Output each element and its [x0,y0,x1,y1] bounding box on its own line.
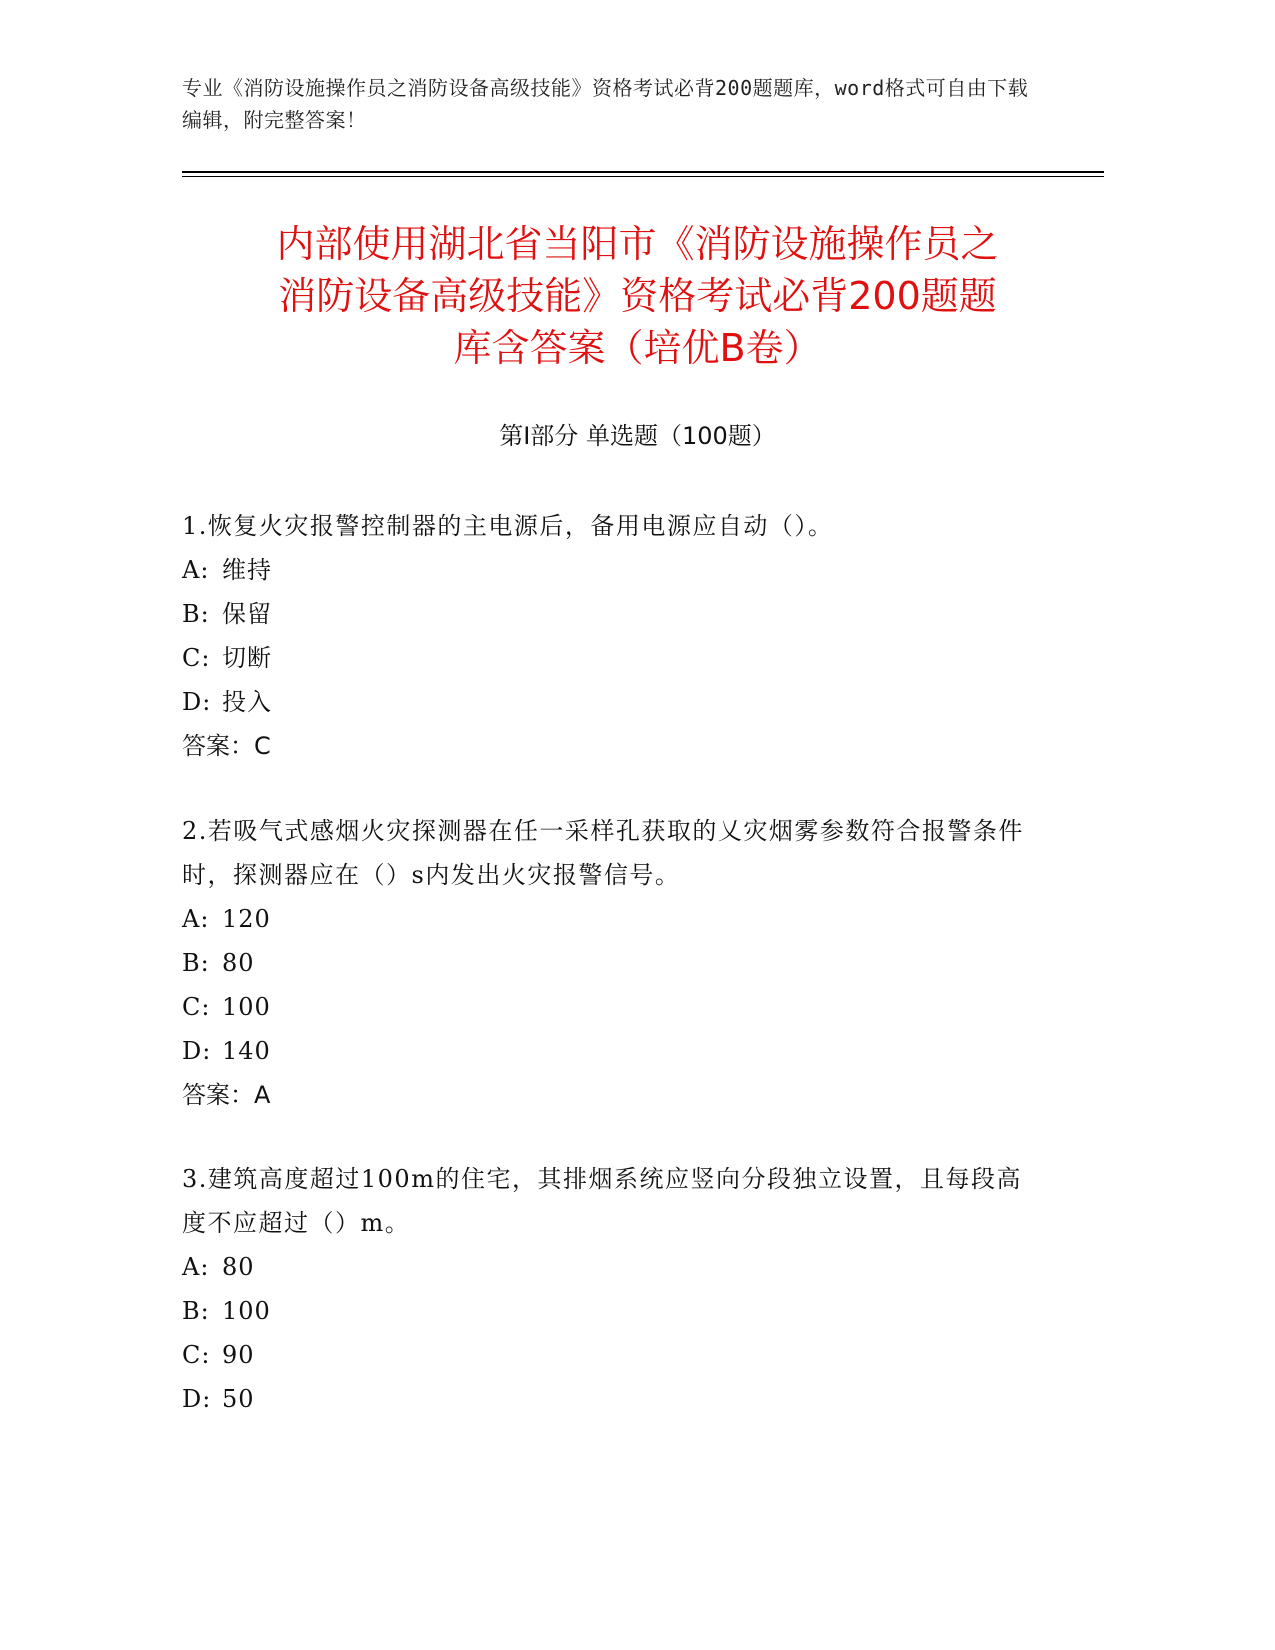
option-letter: D: [182,688,212,716]
question-stem: 3.建筑高度超过100m的住宅，其排烟系统应竖向分段独立设置，且每段高度不应超过（）m。 [182,1165,1022,1237]
option-letter: C: [182,1341,211,1369]
option-c [182,1333,1042,1377]
title-line: 库含答案（培优B卷） [453,326,822,370]
option-d [182,1377,1042,1421]
option-c [182,985,1042,1029]
option-letter: B: [182,600,210,628]
option-b [182,1289,1042,1333]
option-letter: C: [182,644,211,672]
title-line: 内部使用湖北省当阳市《消防设施操作员之 [276,222,999,266]
option-letter: A: [182,1253,210,1281]
option-text: 投入 [222,688,272,716]
section-title: 第Ⅰ部分 单选题（100题） [499,422,776,450]
question-1 [182,504,1042,768]
option-letter: D: [182,1037,212,1065]
option-text: 50 [222,1385,255,1413]
option-b [182,941,1042,985]
option-text: 80 [222,1253,255,1281]
header-note: 专业《消防设施操作员之消防设备高级技能》资格考试必背200题题库，word格式可自由下载编辑，附完整答案！ [182,76,1029,132]
answer-line: 答案：C [182,732,271,760]
option-text: 80 [222,949,255,977]
option-c [182,636,1042,680]
title-line: 消防设备高级技能》资格考试必背200题题 [278,274,997,318]
question-2 [182,809,1042,1117]
answer-line: 答案：A [182,1081,271,1109]
option-text: 切断 [222,644,272,672]
option-a [182,897,1042,941]
option-d [182,680,1042,724]
document-title [170,218,1105,374]
option-letter: A: [182,556,210,584]
header-rule-thick [182,171,1104,173]
question-3 [182,1157,1042,1421]
option-text: 100 [222,993,271,1021]
header-rule-thin [182,176,1104,177]
option-d [182,1029,1042,1073]
question-stem: 2.若吸气式感烟火灾探测器在任一采样孔获取的乂灾烟雾参数符合报警条件时，探测器应在（）s内发出火灾报警信号。 [182,817,1024,889]
option-text: 90 [222,1341,255,1369]
option-letter: C: [182,993,211,1021]
option-text: 100 [222,1297,271,1325]
option-letter: D: [182,1385,212,1413]
option-b [182,592,1042,636]
option-text: 140 [222,1037,271,1065]
option-letter: A: [182,905,210,933]
question-stem: 1.恢复火灾报警控制器的主电源后，备用电源应自动（）。 [182,512,834,540]
option-text: 120 [222,905,271,933]
option-letter: B: [182,1297,210,1325]
option-text: 维持 [222,556,272,584]
option-a [182,1245,1042,1289]
option-a [182,548,1042,592]
option-text: 保留 [222,600,272,628]
option-letter: B: [182,949,210,977]
